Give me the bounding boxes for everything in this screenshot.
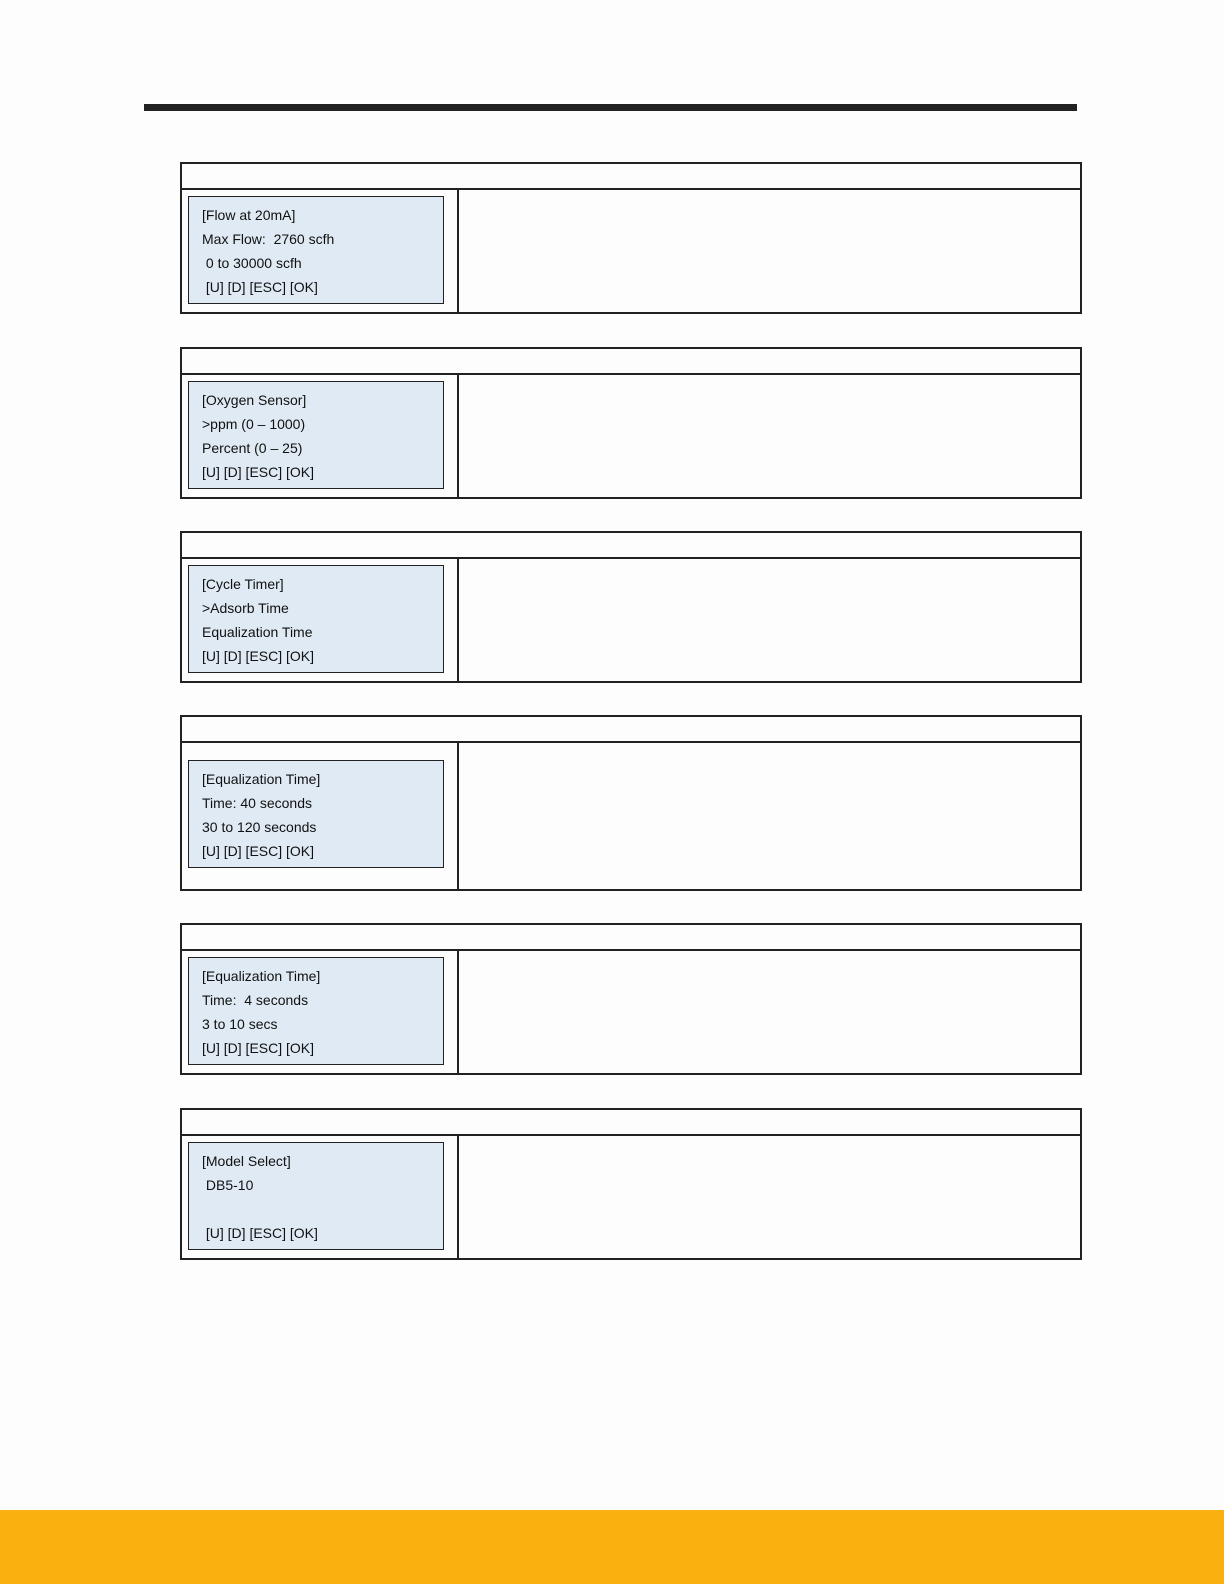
lcd-line: Max Flow: 2760 scfh	[202, 231, 335, 247]
column-divider	[457, 375, 459, 497]
menu-panel-oxygen-sensor	[180, 347, 1082, 499]
lcd-screen	[188, 565, 444, 673]
lcd-line: Percent (0 – 25)	[202, 440, 303, 456]
panel-header	[182, 1110, 1080, 1136]
panel-header	[182, 533, 1080, 559]
header-rule	[144, 104, 1077, 111]
lcd-line: Time: 4 seconds	[202, 992, 309, 1008]
lcd-line: [U] [D] [ESC] [OK]	[202, 464, 315, 480]
lcd-line: [U] [D] [ESC] [OK]	[202, 648, 315, 664]
lcd-line: [U] [D] [ESC] [OK]	[202, 843, 315, 859]
lcd-screen	[188, 196, 444, 304]
column-divider	[457, 1136, 459, 1258]
column-divider	[457, 951, 459, 1073]
panel-header	[182, 717, 1080, 743]
panel-body	[182, 190, 1080, 312]
panel-body	[182, 951, 1080, 1073]
lcd-line: [Model Select]	[202, 1153, 291, 1169]
lcd-line: Equalization Time	[202, 624, 313, 640]
column-divider	[457, 559, 459, 681]
lcd-line: 0 to 30000 scfh	[202, 255, 302, 271]
lcd-line: 3 to 10 secs	[202, 1016, 278, 1032]
panel-header	[182, 164, 1080, 190]
lcd-screen	[188, 381, 444, 489]
lcd-line: [Cycle Timer]	[202, 576, 284, 592]
lcd-line: [Flow at 20mA]	[202, 207, 296, 223]
lcd-line: [Oxygen Sensor]	[202, 392, 307, 408]
panel-body	[182, 559, 1080, 681]
lcd-screen	[188, 1142, 444, 1250]
menu-panel-equalization-time-1	[180, 715, 1082, 891]
lcd-screen	[188, 957, 444, 1065]
menu-panel-cycle-timer	[180, 531, 1082, 683]
lcd-screen	[188, 760, 444, 868]
lcd-line: >Adsorb Time	[202, 600, 289, 616]
footer-band	[0, 1510, 1224, 1584]
lcd-line: [U] [D] [ESC] [OK]	[202, 279, 318, 295]
lcd-line: >ppm (0 – 1000)	[202, 416, 306, 432]
lcd-line: [U] [D] [ESC] [OK]	[202, 1225, 318, 1241]
column-divider	[457, 743, 459, 889]
lcd-line: 30 to 120 seconds	[202, 819, 317, 835]
menu-panel-flow-at-20ma	[180, 162, 1082, 314]
panel-body	[182, 743, 1080, 889]
panel-header	[182, 925, 1080, 951]
lcd-line: [Equalization Time]	[202, 968, 321, 984]
panel-body	[182, 375, 1080, 497]
panel-body	[182, 1136, 1080, 1258]
menu-panel-model-select	[180, 1108, 1082, 1260]
lcd-line	[202, 1197, 443, 1221]
menu-panel-equalization-time-2	[180, 923, 1082, 1075]
lcd-line: Time: 40 seconds	[202, 795, 312, 811]
lcd-line: [Equalization Time]	[202, 771, 321, 787]
lcd-line: DB5-10	[202, 1177, 254, 1193]
lcd-line: [U] [D] [ESC] [OK]	[202, 1040, 315, 1056]
panel-header	[182, 349, 1080, 375]
column-divider	[457, 190, 459, 312]
